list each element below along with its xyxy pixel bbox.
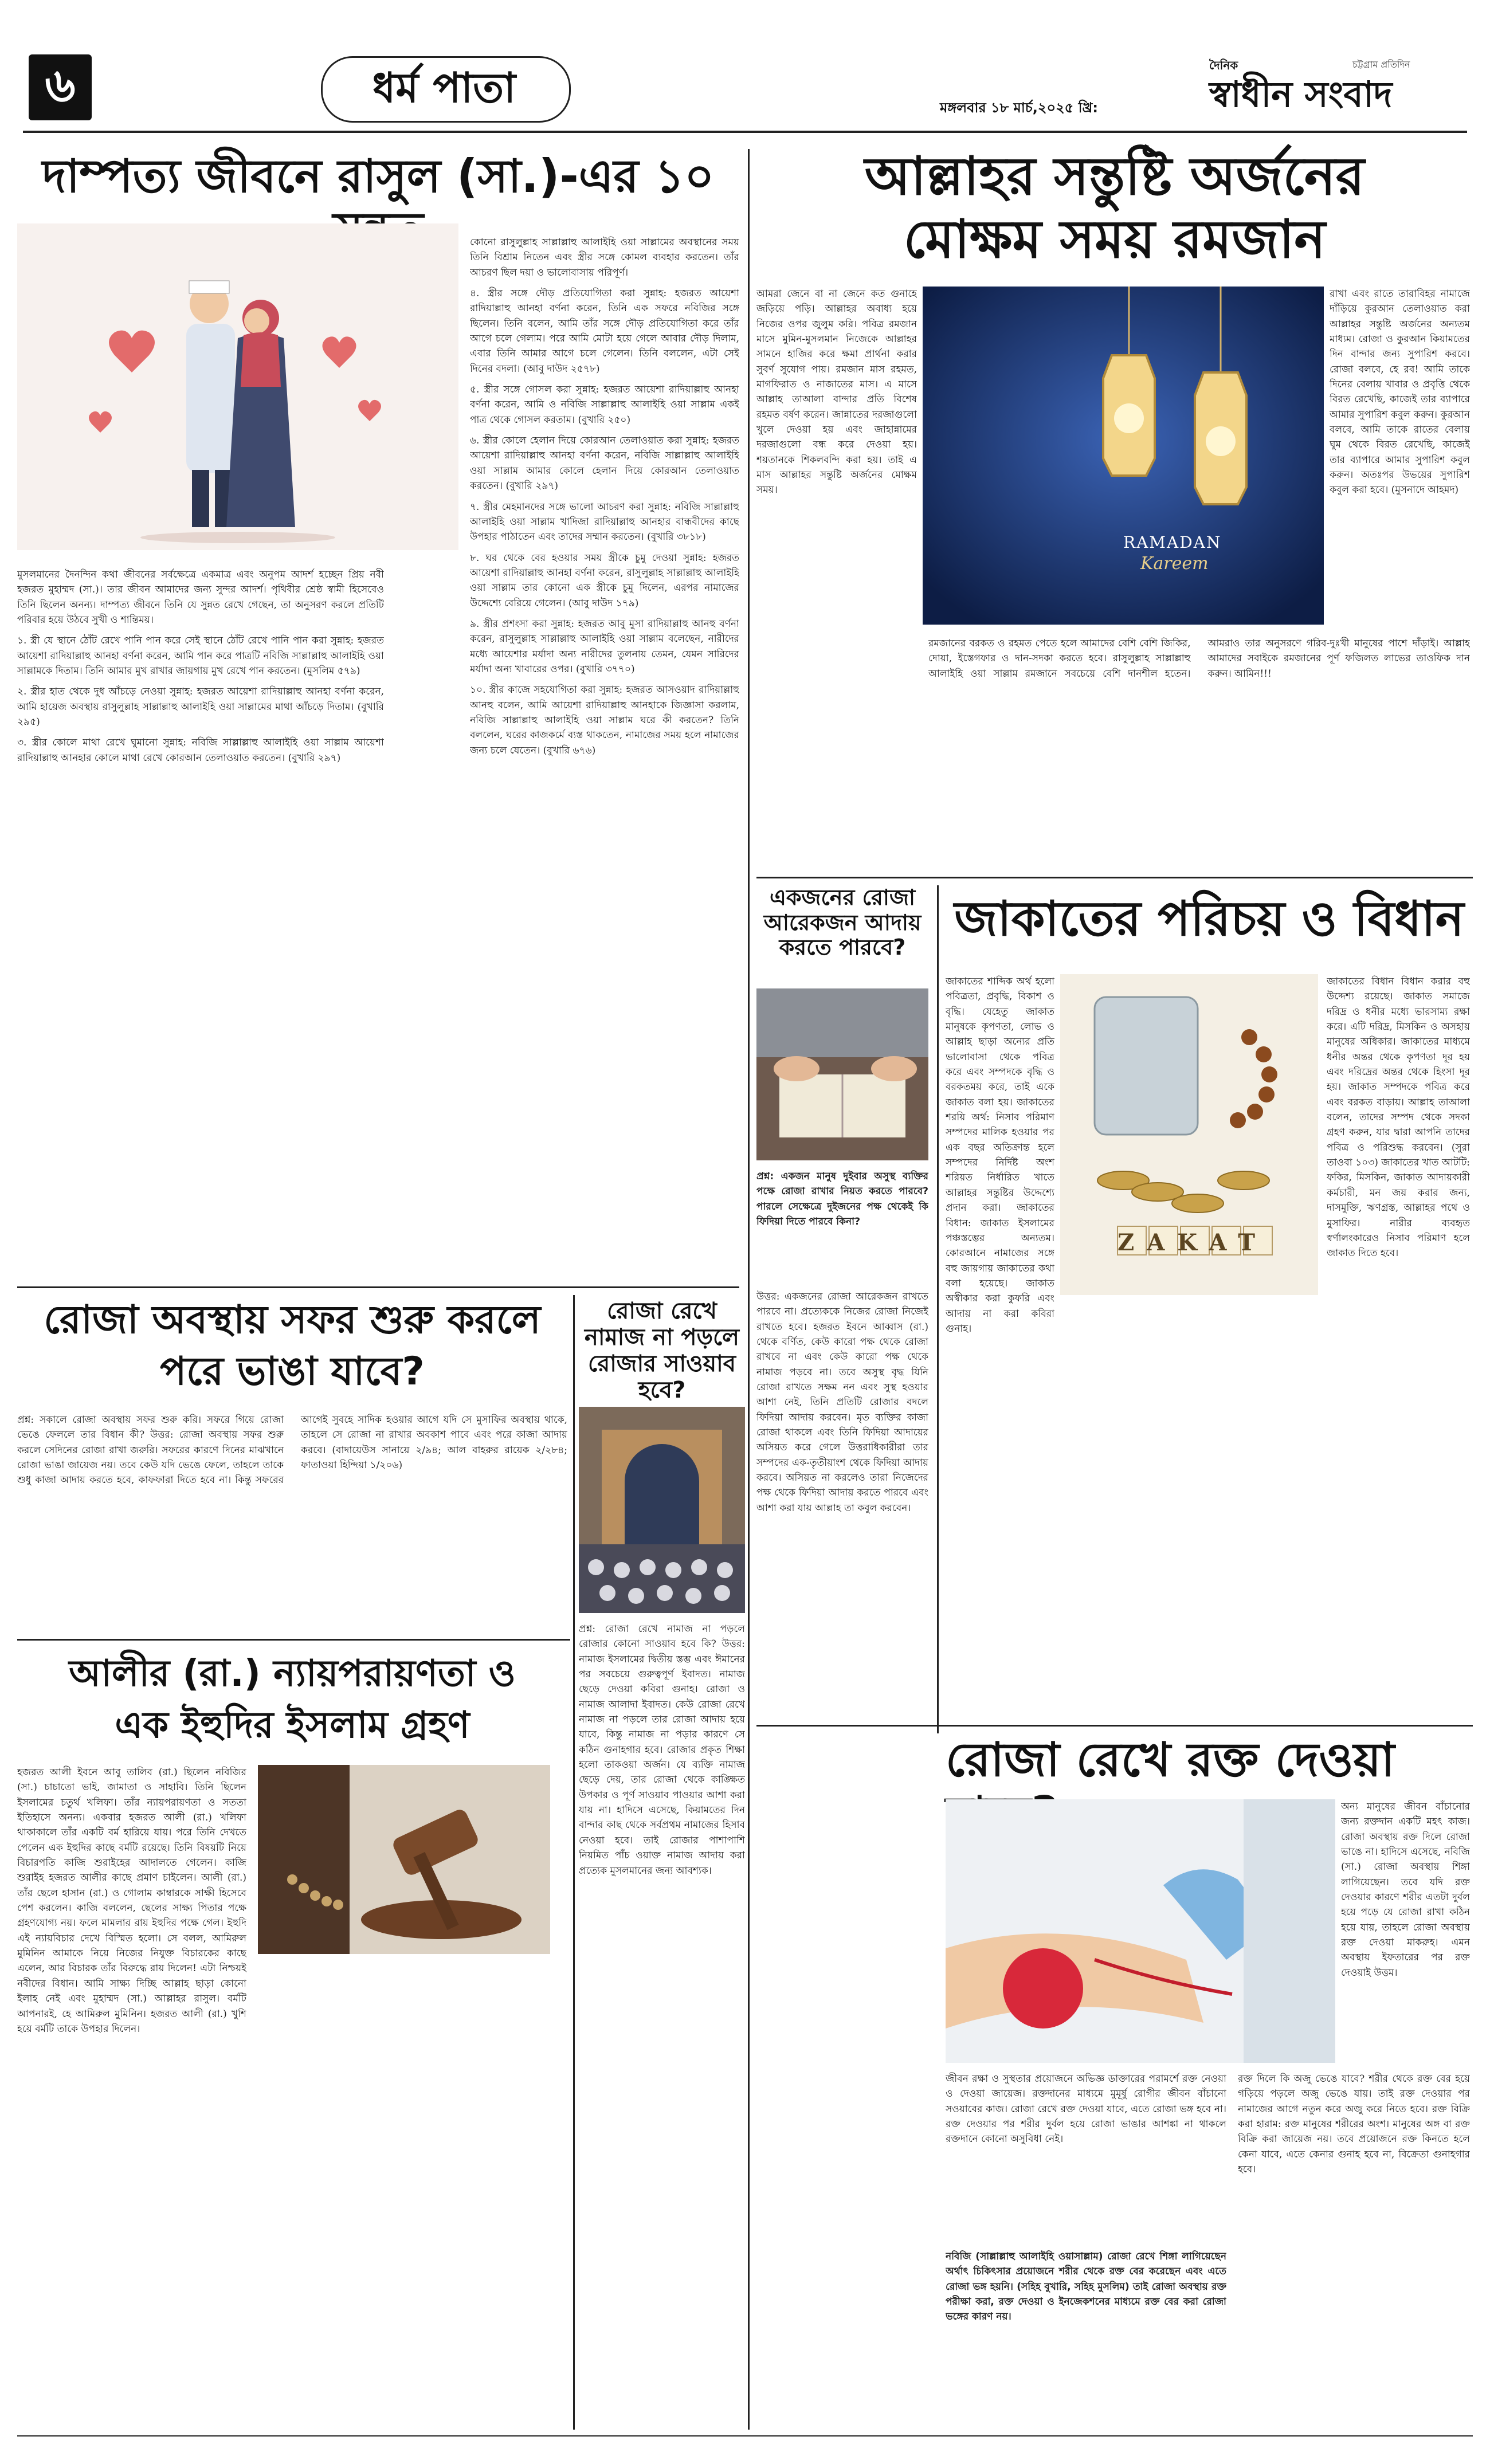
arek-title: একজনের রোজা আরেকজন আদায় করতে পারবে? xyxy=(763,885,922,960)
sunnah-title: দাম্পত্য জীবনে রাসুল (সা.)-এর ১০ xyxy=(42,150,715,203)
couple-illustration-svg xyxy=(17,223,458,550)
zakat-image-label: ZAKAT xyxy=(1118,1229,1268,1256)
zakat-col2: জাকাতের বিধান বিধান করার বহু উদ্দেশ্য রয়েছে। জাকাত সমাজে দরিদ্র ও ধনীর মধ্যে ভারসাম্য রক্ষা করে। এটি দরিদ্র, মিসকিন ও অসহায় মানুষের অধিকার। জাকাতের মাধ্যমে ধনীর অন্তর থেকে কৃপণতা দূর হয় এবং দরিদ্রের অন্তর থেকে হিংসা দূর হয়। জাকাত সম্পদকে পবিত্র করে এবং বরকত বাড়ায়। আল্লাহ তাআলা বলেন, তাদের সম্পদ থেকে সদকা গ্রহণ করুন, যার দ্বারা আপনি তাদের পবিত্র ও পরিশুদ্ধ করবেন। (সুরা তাওবা ১০৩) জাকাতের খাত আটটি: ফকির, মিসকিন, জাকাত আদায়কারী কর্মচারী, মন জয় করার জন্য, দাসমুক্তি, ঋণগ্রস্ত, আল্লাহর পথে ও মুসাফির। নারীর ব্যবহৃত স্বর্ণালংকারেও নিসাব পরিমাণ হলে জাকাত দিতে হবে। xyxy=(1327,976,1470,1260)
arek-zakat-rule xyxy=(937,885,939,1733)
page-bottom-rule xyxy=(17,2435,1473,2436)
paper-name: স্বাধীন সংবাদ xyxy=(1209,73,1393,115)
sunnah-col2-p4: ৭. স্ত্রীর মেহমানদের সঙ্গে ভালো আচরণ করা সুন্নাহ: নবিজি সাল্লাল্লাহু আলাইহি ওয়া সাল্লাম খাদিজা রাদিয়াল্লাহু আনহার বান্ধবীদের কাছে উপহার পাঠাতেন এবং তাদের সম্মান করতেন। (বুখারি ৩৮১৮) xyxy=(470,501,739,543)
ramadan-col2: রাখা এবং রাতে তারাবিহর নামাজে দাঁড়িয়ে কুরআন তেলাওয়াত করা আল্লাহর সন্তুষ্টি অর্জনের অন্যতম মাধ্যম। রোজা ও কুরআন কিয়ামতের দিন বান্দার জন্য সুপারিশ করবে। রোজা বলবে, হে রব! আমি তাকে দিনের বেলায় খাবার ও প্রবৃত্তি থেকে বিরত রেখেছি, কাজেই তার ব্যাপারে আমার সুপারিশ কবুল করুন। কুরআন বলবে, আমি তাকে রাতের বেলায় ঘুম থেকে বিরত রেখেছি, কাজেই তার ব্যাপারে আমার সুপারিশ কবুল করুন। অতঃপর উভয়ের সুপারিশ কবুল করা হবে। (মুসনাদে আহমদ) xyxy=(1330,288,1470,496)
paper-small: দৈনিক xyxy=(1209,58,1238,72)
arek-body: উত্তর: একজনের রোজা আরেকজন রাখতে পারবে না। প্রত্যেককে নিজের রোজা নিজেই রাখতে হবে। হজরত ইবনে আব্বাস (রা.) থেকে বর্ণিত, কেউ কারো পক্ষ থেকে রোজা রাখবে না এবং কেউ কারো পক্ষ থেকে নামাজ পড়বে না। তবে অসুস্থ বৃদ্ধ যিনি রোজা রাখতে সক্ষম নন এবং সুস্থ হওয়ার আশা নেই, তিনি প্রতিটি রোজার বদলে ফিদিয়া আদায় করবেন। মৃত ব্যক্তির কাজা রোজা থাকলে এবং তিনি ফিদিয়া আদায়ের অসিয়ত করে গেলে উত্তরাধিকারীরা তার সম্পদের এক-তৃতীয়াংশ থেকে ফিদিয়া আদায় করবে। অসিয়ত না করলেও তারা নিজেদের পক্ষ থেকে ফিদিয়া আদায় করতে পারবে এবং আশা করা যায় আল্লাহ তা কবুল করবেন। xyxy=(756,1291,928,1514)
sunnah-col2-p6: ৯. স্ত্রীর প্রশংসা করা সুন্নাহ: হজরত আবু মুসা রাদিয়াল্লাহু আনহু বর্ণনা করেন, রাসুলুল্লাহ সাল্লাল্লাহু আলাইহি ওয়া সাল্লাম বলেছেন, নারীদের মধ্যে আয়েশার মর্যাদা অন্য নারীদের তুলনায় তেমন, যেমন সারিদের মর্যাদা অন্য খাবারের ওপর। (বুখারি ৩৭৭০) xyxy=(470,618,739,675)
blood-col-far: রক্ত দিলে কি অজু ভেঙে যাবে? শরীর থেকে রক্ত বের হয়ে গড়িয়ে পড়লে অজু ভেঙে যায়। তাই রক্ত দেওয়ার পর নামাজের আগে নতুন করে অজু করে নিতে হবে। রক্ত বিক্রি করা হারাম: রক্ত মানুষের শরীরের অংশ। মানুষের অঙ্গ বা রক্ত বিক্রি করা জায়েজ নয়। তবে প্রয়োজনে রক্ত কিনতে হলে কেনা যাবে, এতে কেনার গুনাহ হবে না, বিক্রেতা গুনাহগার হবে। xyxy=(1238,2073,1470,2176)
ramadan-title-2: মোক্ষম সময় রমজান xyxy=(903,209,1326,270)
ramadan-title-1: আল্লাহর সন্তুষ্টি অর্জনের xyxy=(864,146,1365,207)
ramadan-col3: রমজানের বরকত ও রহমত পেতে হলে আমাদের বেশি বেশি জিকির, দোয়া, ইস্তেগফার ও দান-সদকা করতে হবে। রাসুলুল্লাহ সাল্লাল্লাহু আলাইহি ওয়া সাল্লাম রমজানে সবচেয়ে বেশি দানশীল হতেন। আমরাও তার অনুসরণে গরিব-দুঃখী মানুষের পাশে দাঁড়াই। আল্লাহ আমাদের সবাইকে রমজানের পূর্ণ ফজিলত লাভের তাওফিক দান করুন। আমিন!!! xyxy=(928,638,1470,680)
gavel-photo-svg xyxy=(258,1765,550,1954)
namaz-title: রোজা রেখে নামাজ না পড়লে রোজার সাওয়াব হবে? xyxy=(585,1298,739,1403)
paper-tag: চট্টগ্রাম প্রতিদিন xyxy=(1352,59,1410,70)
ramadan-lanterns xyxy=(923,287,1324,625)
ali-title-2: এক ইহুদির ইসলাম গ্রহণ xyxy=(115,1704,470,1747)
section-title: ধর্ম পাতা xyxy=(372,64,516,112)
page-number: ৬ xyxy=(45,58,76,113)
zakat-col1: জাকাতের শাব্দিক অর্থ হলো পবিত্রতা, প্রবৃদ্ধি, বিকাশ ও বৃদ্ধি। যেহেতু জাকাত মানুষকে কৃপণতা, লোভ ও আল্লাহ ছাড়া অন্যের প্রতি ভালোবাসা থেকে পবিত্র করে এবং সম্পদকে বৃদ্ধি ও বরকতময় করে, তাই একে জাকাত বলা হয়। জাকাতের শরয়ি অর্থ: নিসাব পরিমাণ সম্পদের মালিক হওয়ার পর এক বছর অতিক্রান্ত হলে সম্পদের নির্দিষ্ট অংশ শরিয়ত নির্ধারিত খাতে আল্লাহর সন্তুষ্টির উদ্দেশ্যে প্রদান করা। জাকাতের বিধান: জাকাত ইসলামের পঞ্চস্তম্ভের অন্যতম। কোরআনে নামাজের সঙ্গে বহু জায়গায় জাকাতের কথা বলা হয়েছে। জাকাত অস্বীকার করা কুফরি এবং আদায় না করা কবিরা গুনাহ। xyxy=(946,976,1054,1335)
ramadan-col1: আমরা জেনে বা না জেনে কত গুনাহে জড়িয়ে পড়ি। আল্লাহর অবাধ্য হয়ে নিজের ওপর জুলুম করি। পবিত্র রমজান মাসে মুমিন-মুসলমান নিজেকে আল্লাহর সামনে হাজির করে ক্ষমা প্রার্থনা করার সুবর্ণ সুযোগ পায়। রমজান মাস রহমত, মাগফিরাত ও নাজাতের মাস। এ মাসে আল্লাহ তাআলা বান্দার প্রতি বিশেষ রহমত বর্ষণ করেন। জান্নাতের দরজাগুলো খুলে দেওয়া হয় এবং জাহান্নামের দরজাগুলো বন্ধ করে দেওয়া হয়। শয়তানকে শিকলবন্দি করা হয়। তাই এ মাস আল্লাহর সন্তুষ্টি অর্জনের মোক্ষম সময়। xyxy=(756,288,917,496)
sunnah-col2-p1: ৪. স্ত্রীর সঙ্গে দৌড় প্রতিযোগিতা করা সুন্নাহ: হজরত আয়েশা রাদিয়াল্লাহু আনহা বর্ণনা করেন, তিনি এক সফরে নবিজির সঙ্গে ছিলেন। তিনি বলেন, আমি তাঁর সঙ্গে দৌড় প্রতিযোগিতা করে তাঁর আগে চলে গেলাম। পরে আমি মোটা হয়ে গেলে আবার দৌড় দিলাম, এবার তিনি আমার আগে চলে গেলেন। তিনি বললেন, এটা সেই দিনের বদলা। (আবু দাউদ ২৫৭৮) xyxy=(470,288,739,375)
blood-col-mid: নবিজি (সাল্লাল্লাহু আলাইহি ওয়াসাল্লাম) রোজা রেখে শিঙ্গা লাগিয়েছেন অর্থাৎ চিকিৎসার প্রয়োজনে শরীর থেকে রক্ত বের করেছেন এবং এতে রোজা ভঙ্গ হয়নি। (সহিহ বুখারি, সহিহ মুসলিম) তাই রোজা অবস্থায় রক্ত পরীক্ষা করা, রক্ত দেওয়া ও ইনজেকশনের মাধ্যমে রক্ত বের করা রোজা ভঙ্গের কারণ নয়। xyxy=(946,2251,1226,2323)
mosque-prayer-photo-svg xyxy=(579,1407,745,1613)
arek-question: প্রশ্ন: একজন মানুষ দুইবার অসুস্থ ব্যক্তির পক্ষে রোজা রাখার নিয়ত করতে পারবে? পারলে সেক্ষেত্রে দুইজনের পক্ষ থেকেই কি ফিদিয়া দিতে পারবে কিনা? xyxy=(756,1171,928,1228)
blood-donation-photo xyxy=(946,1799,1335,2063)
blood-donation-photo-svg xyxy=(946,1799,1335,2063)
mosque-prayer-photo xyxy=(579,1407,745,1613)
sunnah-col1 xyxy=(17,567,384,1278)
musafir-title-1: রোজা অবস্থায় সফর শুরু করলে xyxy=(44,1297,541,1343)
gavel-photo xyxy=(258,1765,550,1954)
sunnah-col2-p7: ১০. স্ত্রীর কাজে সহযোগিতা করা সুন্নাহ: হজরত আসওয়াদ রাদিয়াল্লাহু আনহু বলেন, আমি আয়েশা রাদিয়াল্লাহু আনহাকে জিজ্ঞাসা করলাম, নবিজি সাল্লাল্লাহু আলাইহি ওয়া সাল্লাম ঘরে কী করতেন? তিনি বললেন, ঘরের কাজকর্মে ব্যস্ত থাকতেন, নামাজের সময় হলে নামাজের জন্য চলে যেতেন। (বুখারি ৬৭৬) xyxy=(470,684,739,756)
ramadan-lanterns-svg xyxy=(923,287,1324,625)
sunnah-point-1: ১. স্ত্রী যে স্থানে ঠোঁট রেখে পানি পান করে সেই স্থানে ঠোঁট রেখে পানি পান করা সুন্নাহ: হজরত আয়েশা রাদিয়াল্লাহু আনহা বর্ণনা করেন, আমি পান করে পাত্রটি নবিজি সাল্লাল্লাহু আলাইহি ওয়া সাল্লামকে দিতাম। তিনি আমার মুখ রাখার জায়গায় মুখ রেখে পান করতেন। (মুসলিম ৫৭৯) xyxy=(17,635,384,677)
sunnah-col2 xyxy=(470,235,739,1324)
quran-reading-photo-svg xyxy=(756,988,928,1160)
ali-title-1: আলীর (রা.) ন্যায়পরায়ণতা ও xyxy=(69,1653,516,1695)
ramadan-image-label-1: RAMADAN xyxy=(1123,533,1222,552)
sunnah-col2-p3: ৬. স্ত্রীর কোলে হেলান দিয়ে কোরআন তেলাওয়াত করা সুন্নাহ: হজরত আয়েশা রাদিয়াল্লাহু আনহা বর্ণনা করেন, নবিজি সাল্লাল্লাহু আলাইহি ওয়া সাল্লাম আমার কোলে হেলান দিয়ে কোরআন তেলাওয়াত করতেন। (বুখারি ২৯৭) xyxy=(470,435,739,492)
blood-col-right: অন্য মানুষের জীবন বাঁচানোর জন্য রক্তদান একটি মহৎ কাজ। রোজা অবস্থায় রক্ত দিলে রোজা ভাঙে না। হাদিসে এসেছে, নবিজি (সা.) রোজা অবস্থায় শিঙ্গা লাগিয়েছেন। তবে যদি রক্ত দেওয়ার কারণে শরীর এতটা দুর্বল হয়ে পড়ে যে রোজা রাখা কঠিন হয়ে যায়, তাহলে রোজা অবস্থায় রক্ত দেওয়া মাকরুহ। এমন অবস্থায় ইফতারের পর রক্ত দেওয়াই উত্তম। xyxy=(1341,1801,1470,1979)
musafir-body: প্রশ্ন: সকালে রোজা অবস্থায় সফর শুরু করি। সফরে গিয়ে রোজা ভেঙে ফেললে তার বিধান কী? উত্তর: রোজা অবস্থায় সফর শুরু করলে সেদিনের রোজা রাখা জরুরি। সফরের কারণে দিনের মাঝখানে রোজা ভাঙা জায়েজ নয়। তবে কেউ যদি ভেঙে ফেলে, তাহলে তাকে শুধু কাজা আদায় করতে হবে, কাফফারা দিতে হবে না। কিন্তু সফরের আগেই সুবহে সাদিক হওয়ার আগে যদি সে মুসাফির অবস্থায় থাকে, তাহলে সে রোজা না রাখার অবকাশ পাবে এবং পরে কাজা আদায় করবে। (বাদায়েউস সানায়ে ২/৯৪; আল বাহরুর রায়েক ২/২৮৪; ফাতাওয়া হিন্দিয়া ১/২০৬) xyxy=(17,1414,567,1486)
namaz-body: প্রশ্ন: রোজা রেখে নামাজ না পড়লে রোজার কোনো সাওয়াব হবে কি? উত্তর: নামাজ ইসলামের দ্বিতীয় স্তম্ভ এবং ঈমানের পর সবচেয়ে গুরুত্বপূর্ণ ইবাদত। নামাজ ছেড়ে দেওয়া কবিরা গুনাহ। রোজা ও নামাজ আলাদা ইবাদত। কেউ রোজা রেখে নামাজ না পড়লে তার রোজা আদায় হয়ে যাবে, কিন্তু নামাজ না পড়ার কারণে সে কঠিন গুনাহগার হবে। রোজার প্রকৃত শিক্ষা হলো তাকওয়া অর্জন। যে ব্যক্তি নামাজ ছেড়ে দেয়, তার রোজা থেকে কাঙ্ক্ষিত উপকার ও পূর্ণ সাওয়াব পাওয়ার আশা করা যায় না। হাদিসে এসেছে, কিয়ামতের দিন বান্দার কাছ থেকে সর্বপ্রথম নামাজের হিসাব নেওয়া হবে। তাই রোজার পাশাপাশি নিয়মিত পাঁচ ওয়াক্ত নামাজ আদায় করা প্রত্যেক মুসলমানের জন্য আবশ্যক। xyxy=(579,1623,745,1877)
blood-title: রোজা রেখে রক্ত দেওয়া xyxy=(946,1733,1395,1787)
ramadan-bottom-rule xyxy=(756,877,1473,878)
sunnah-intro: মুসলমানের দৈনন্দিন কথা জীবনের সর্বক্ষেত্রে একমাত্র এবং অনুপম আদর্শ হচ্ছেন প্রিয় নবী হজরত মুহাম্মদ (সা.)। তার জীবন আমাদের জন্য সুন্দর আদর্শ। পৃথিবীর শ্রেষ্ঠ স্বামী হিসেবেও তিনি ছিলেন অনন্য। দাম্পত্য জীবনে তিনি যে সুন্নত রেখে গেছেন, তা অনুসরণ করলে প্রতিটি পরিবার হয়ে উঠবে সুখী ও শান্তিময়। xyxy=(17,569,384,626)
issue-date: মঙ্গলবার ১৮ মার্চ,২০২৫ খ্রি: xyxy=(940,100,1098,116)
zakat-bottom-rule xyxy=(756,1725,1473,1727)
blood-col-left: জীবন রক্ষা ও সুস্থতার প্রয়োজনে অভিজ্ঞ ডাক্তারের পরামর্শে রক্ত নেওয়া ও দেওয়া জায়েজ। রক্তদানের মাধ্যমে মুমূর্ষু রোগীর জীবন বাঁচানো সওয়াবের কাজ। রোজা রেখে রক্ত দেওয়া যাবে, এতে রোজা ভঙ্গ হবে না। রক্ত দেওয়ার পর শরীর দুর্বল হয়ে রোজা ভাঙার আশঙ্কা না থাকলে রক্তদানে কোনো অসুবিধা নেই। xyxy=(946,2073,1226,2145)
ali-body: হজরত আলী ইবনে আবু তালিব (রা.) ছিলেন নবিজির (সা.) চাচাতো ভাই, জামাতা ও সাহাবি। তিনি ছিলেন ইসলামের চতুর্থ খলিফা। তাঁর ন্যায়পরায়ণতা ও সততা ইতিহাসে অনন্য। একবার হজরত আলী (রা.) খলিফা থাকাকালে তাঁর একটি বর্ম হারিয়ে যায়। পরে তিনি দেখতে পেলেন এক ইহুদির কাছে বর্মটি রয়েছে। তিনি বিষয়টি নিয়ে বিচারপতি কাজি শুরাইহের আদালতে গেলেন। কাজি শুরাইহ হজরত আলীর কাছে প্রমাণ চাইলেন। আলী (রা.) তাঁর ছেলে হাসান (রা.) ও গোলাম কাম্বারকে সাক্ষী হিসেবে পেশ করলেন। কাজি বললেন, ছেলের সাক্ষ্য পিতার পক্ষে গ্রহণযোগ্য নয়। ফলে মামলার রায় ইহুদির পক্ষে গেল। ইহুদি এই ন্যায়বিচার দেখে বিস্মিত হলো। সে বলল, আমিরুল মুমিনিন আমাকে নিয়ে নিজের নিযুক্ত বিচারকের কাছে এলেন, আর বিচারক তাঁর বিরুদ্ধে রায় দিলেন! এটা নিশ্চয়ই নবীদের বিধান। আমি সাক্ষ্য দিচ্ছি আল্লাহ ছাড়া কোনো ইলাহ নেই এবং মুহাম্মদ (সা.) আল্লাহর রাসুল। বর্মটি আপনারই, হে আমিরুল মুমিনিন। হজরত আলী (রা.) খুশি হয়ে বর্মটি তাকে উপহার দিলেন। xyxy=(17,1767,246,2035)
quran-reading-photo xyxy=(756,988,928,1160)
sunnah-col2-p5: ৮. ঘর থেকে বের হওয়ার সময় স্ত্রীকে চুমু দেওয়া সুন্নাহ: হজরত আয়েশা রাদিয়াল্লাহু আনহা বর্ণনা করেন, রাসুলুল্লাহ সাল্লাল্লাহু আলাইহি ওয়া সাল্লাম তার কোনো এক স্ত্রীকে চুমু দিলেন, এরপর নামাজের উদ্দেশ্যে বেরিয়ে গেলেন। (আবু দাউদ ১৭৯) xyxy=(470,552,739,609)
center-vertical-rule xyxy=(748,149,750,2430)
couple-illustration xyxy=(17,223,458,550)
sunnah-point-3: ৩. স্ত্রীর কোলে মাথা রেখে ঘুমানো সুন্নাহ: নবিজি সাল্লাল্লাহু আলাইহি ওয়া সাল্লাম আয়েশা রাদিয়াল্লাহু আনহার কোলে মাথা রেখে কোরআন তেলাওয়াত করতেন। (বুখারি ২৯৭) xyxy=(17,737,384,764)
musafir-bottom-rule xyxy=(17,1639,570,1641)
ramadan-image-label-2: Kareem xyxy=(1140,554,1209,574)
zakat-title: জাকাতের পরিচয় ও বিধান xyxy=(954,890,1464,947)
sunnah-col2-p2: ৫. স্ত্রীর সঙ্গে গোসল করা সুন্নাহ: হজরত আয়েশা রাদিয়াল্লাহু আনহা বর্ণনা করেন, আমি ও নবিজি সাল্লাল্লাহু আলাইহি ওয়া সাল্লাম একই পাত্র থেকে গোসল করতাম। (বুখারি ২৫০) xyxy=(470,384,739,426)
sunnah-col2-p0: কোনো রাসুলুল্লাহ সাল্লাল্লাহু আলাইহি ওয়া সাল্লামের অবস্থানের সময় তিনি বিশ্রাম নিতেন এবং স্ত্রীর সঙ্গে কোমল ব্যবহার করতেন। তাঁর আচরণ ছিল দয়া ও ভালোবাসায় পরিপূর্ণ। xyxy=(470,237,739,278)
sunnah-bottom-rule xyxy=(17,1286,739,1288)
musafir-title-2: পরে ভাঙা যাবে? xyxy=(160,1349,425,1394)
musafir-namaz-rule xyxy=(573,1295,575,2430)
masthead-rule xyxy=(23,131,1467,133)
sunnah-point-2: ২. স্ত্রীর হাত থেকে দুধ আঁচড়ে নেওয়া সুন্নাহ: হজরত আয়েশা রাদিয়াল্লাহু আনহা বর্ণনা করেন, আমি হায়েজ অবস্থায় রাসুলুল্লাহ সাল্লাল্লাহু আলাইহি ওয়া সাল্লামের মাথা আঁচড়ে দিতাম। (বুখারি ২৯৫) xyxy=(17,686,384,728)
